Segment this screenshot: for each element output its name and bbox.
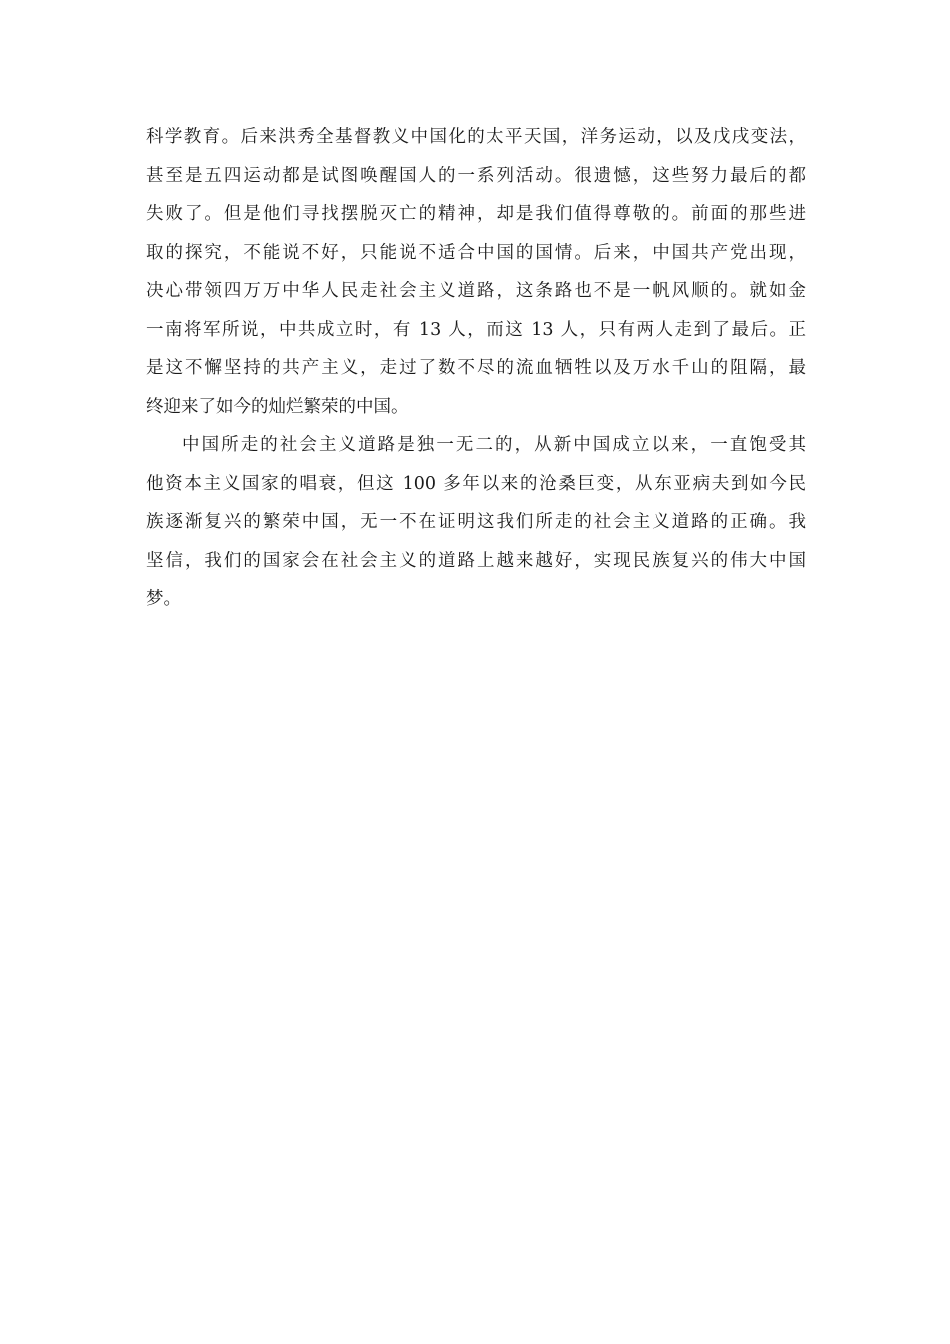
paragraph-line: 终迎来了如今的灿烂繁荣的中国。 xyxy=(146,396,409,417)
paragraph-line: 梦。 xyxy=(146,589,181,609)
paragraph-line: 科学教育。后来洪秀全基督教义中国化的太平天国，洋务运动，以及戊戌变法， xyxy=(146,127,806,147)
paragraph-line: 坚信，我们的国家会在社会主义的道路上越来越好，实现民族复兴的伟大中国 xyxy=(146,550,806,571)
paragraph-line: 一南将军所说，中共成立时，有 13 人，而这 13 人，只有两人走到了最后。正 xyxy=(146,319,806,340)
paragraph-line: 他资本主义国家的唱衰，但这 100 多年以来的沧桑巨变，从东亚病夫到如今民 xyxy=(146,473,806,494)
paragraph-1 xyxy=(146,118,806,426)
paragraph-line: 决心带领四万万中华人民走社会主义道路，这条路也不是一帆风顺的。就如金 xyxy=(146,281,806,301)
paragraph-line: 取的探究，不能说不好，只能说不适合中国的国情。后来，中国共产党出现， xyxy=(146,242,806,263)
paragraph-2 xyxy=(146,426,806,619)
document-body xyxy=(146,118,806,619)
paragraph-line: 甚至是五四运动都是试图唤醒国人的一系列活动。很遗憾，这些努力最后的都 xyxy=(146,165,806,186)
paragraph-line: 中国所走的社会主义道路是独一无二的，从新中国成立以来，一直饱受其 xyxy=(182,435,806,455)
paragraph-line: 是这不懈坚持的共产主义，走过了数不尽的流血牺牲以及万水千山的阻隔，最 xyxy=(146,358,806,378)
paragraph-line: 族逐渐复兴的繁荣中国，无一不在证明这我们所走的社会主义道路的正确。我 xyxy=(146,512,806,532)
paragraph-line: 失败了。但是他们寻找摆脱灭亡的精神，却是我们值得尊敬的。前面的那些进 xyxy=(146,204,806,224)
